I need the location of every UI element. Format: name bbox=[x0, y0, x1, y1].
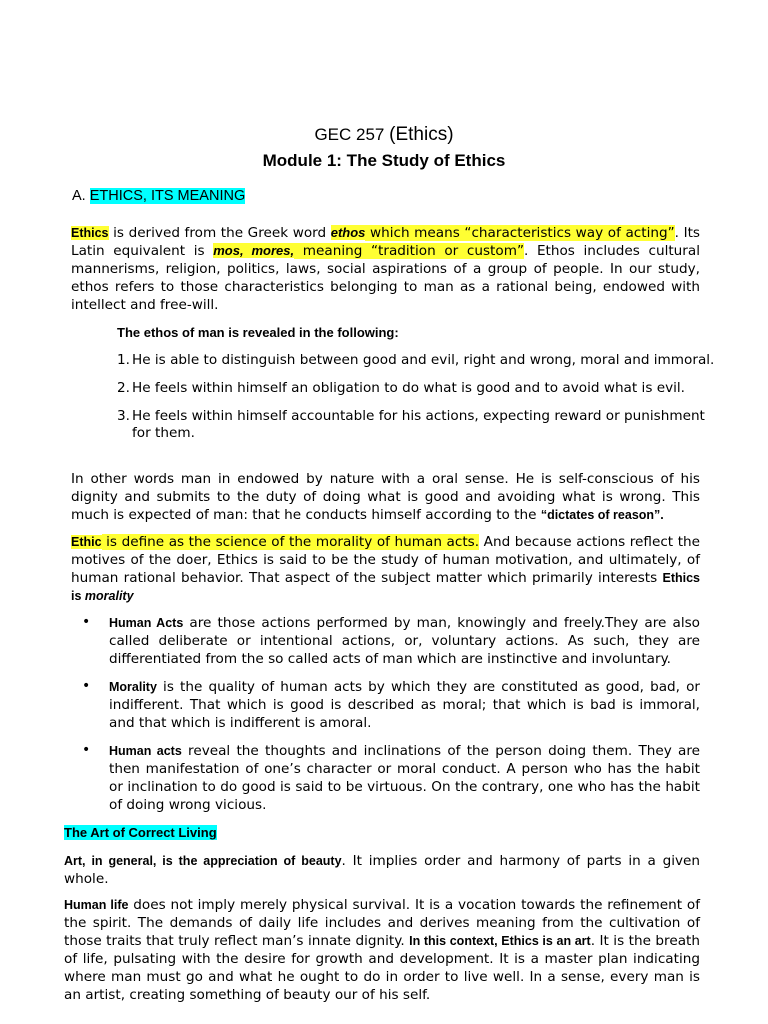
ethics-is-art: In this context, Ethics is an art bbox=[409, 934, 591, 948]
ethic-definition: is define as the science of the morality of human acts. bbox=[101, 534, 480, 550]
section-letter: A. bbox=[72, 188, 86, 204]
text-span: . It is the breath of life, pulsating with the desire for growth and development. It is a master plan indicating where man must go and what he ought to do in order to live well. In a sense, every man is an artist, creating something of beauty our of his self. bbox=[64, 933, 700, 1003]
course-title bbox=[0, 124, 768, 146]
art-definition: Art, in general, is the appreciation of beauty bbox=[64, 854, 342, 868]
list-item bbox=[117, 352, 717, 369]
bullet-text: are those actions performed by man, knowingly and freely.They are also called deliberate or intentional actions, or, voluntary actions. As such, they are differentiated from the so called acts of man which are instinctive and involuntary. bbox=[109, 615, 700, 667]
course-code: GEC 257 bbox=[314, 125, 385, 144]
art-heading bbox=[64, 825, 217, 840]
section-heading bbox=[72, 188, 245, 204]
text-span: And because actions reflect the motives of the doer, Ethics is said to be the study of human motivation, and ultimately, of human rational behavior. That aspect of the subject matter which primarily interests bbox=[71, 534, 701, 586]
list-item bbox=[82, 614, 700, 668]
text-span: In other words man in endowed by nature with a oral sense. He is self-conscious of his dignity and submits to the duty of doing what is good and avoiding what is wrong. This much is expected of man: that he conducts himself according to the bbox=[71, 471, 700, 523]
term-human-life: Human life bbox=[64, 898, 129, 912]
ethos-meaning: which means “characteristics way of acting” bbox=[365, 225, 675, 241]
list-item bbox=[82, 678, 700, 732]
term-ethics: Ethics bbox=[71, 226, 109, 240]
mos-meaning: meaning “tradition or custom” bbox=[294, 243, 524, 259]
ethos-intro-label: The ethos of man is revealed in the following: bbox=[117, 325, 399, 340]
module-title: Module 1: The Study of Ethics bbox=[262, 151, 506, 170]
paragraph-human-life bbox=[64, 896, 700, 1004]
bullet-icon: • bbox=[82, 678, 91, 694]
text-span: . Ethos includes cultural mannerisms, religion, politics, laws, social aspirations of a group of people. In our study, ethos refers to those characteristics belonging to man as a rational being, endowed with intellect and free-will. bbox=[71, 243, 700, 313]
bullet-list bbox=[82, 614, 700, 824]
list-number: 2. bbox=[117, 380, 130, 396]
text-span: . It implies order and harmony of parts in a given whole. bbox=[64, 853, 700, 887]
paragraph-art bbox=[64, 852, 700, 888]
list-text: He is able to distinguish between good and evil, right and wrong, moral and immoral. bbox=[132, 352, 715, 368]
term-ethic: Ethic bbox=[71, 535, 102, 549]
text-span: does not imply merely physical survival. It is a vocation towards the refinement of the spirit. The demands of daily life includes and derives meaning from the cultivation of those traits that truly reflect man’s innate dignity. bbox=[64, 897, 700, 949]
list-number: 3. bbox=[117, 408, 130, 424]
term-mos-mores: mos, mores, bbox=[213, 243, 295, 258]
term-ethos: ethos bbox=[330, 225, 366, 240]
bullet-term: Morality bbox=[109, 680, 157, 694]
list-number: 1. bbox=[117, 352, 130, 368]
paragraph-moral-sense bbox=[71, 470, 700, 524]
list-item bbox=[82, 742, 700, 814]
bullet-term: Human acts bbox=[109, 744, 182, 758]
list-text: He feels within himself an obligation to do what is good and to avoid what is evil. bbox=[132, 380, 686, 396]
course-paren: (Ethics) bbox=[389, 124, 454, 145]
bullet-term: Human Acts bbox=[109, 616, 184, 630]
section-heading-text: ETHICS, ITS MEANING bbox=[89, 188, 246, 204]
bullet-icon: • bbox=[82, 614, 91, 630]
dictates-of-reason: “dictates of reason”. bbox=[540, 508, 664, 522]
ethos-list bbox=[117, 352, 717, 453]
list-item bbox=[117, 380, 717, 397]
text-span: . Its Latin equivalent is bbox=[71, 225, 700, 259]
art-heading-text: The Art of Correct Living bbox=[64, 825, 217, 840]
list-text: He feels within himself accountable for his actions, expecting reward or punishment for them. bbox=[132, 408, 705, 441]
paragraph-ethics-definition bbox=[71, 224, 700, 314]
bullet-text: reveal the thoughts and inclinations of the person doing them. They are then manifestation of one’s character or moral conduct. A person who has the habit or inclination to do good is said to be virtuous. On the contrary, one who has the habit of doing wrong vicious. bbox=[109, 743, 701, 813]
bullet-text: is the quality of human acts by which they are constituted as good, bad, or indifferent. That which is good is described as moral; that which is bad is immoral, and that which is indifferent is amoral. bbox=[109, 679, 700, 731]
paragraph-ethic-science bbox=[71, 533, 700, 605]
list-item bbox=[117, 408, 717, 442]
text-span: is derived from the Greek word bbox=[108, 225, 331, 241]
bullet-icon: • bbox=[82, 742, 91, 758]
ethics-is-label: Ethics is bbox=[71, 571, 700, 603]
term-morality: morality bbox=[84, 589, 134, 603]
